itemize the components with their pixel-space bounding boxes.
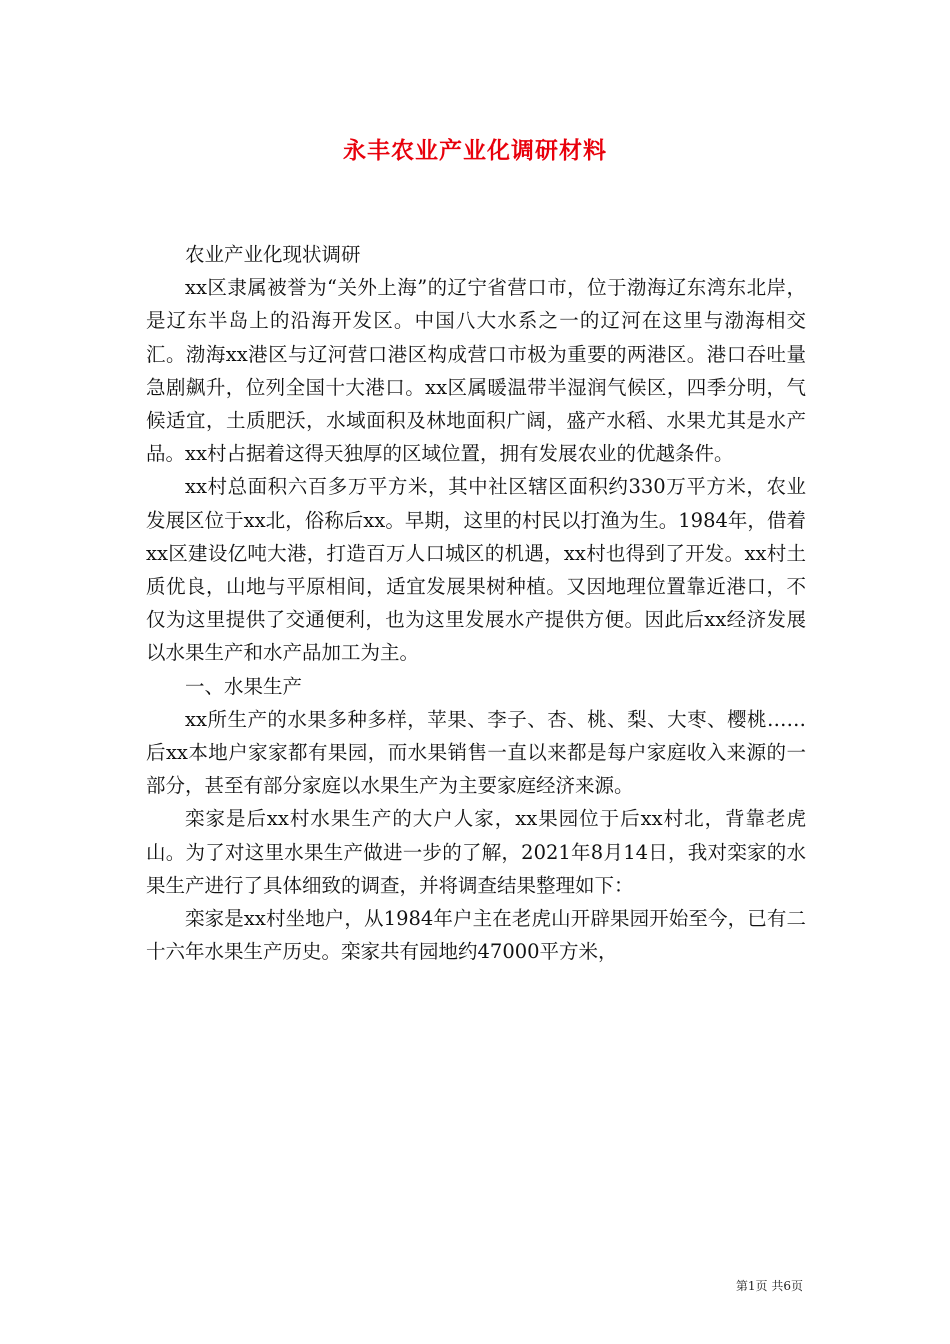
section-heading: 农业产业化现状调研 [185, 243, 361, 266]
document-title: 永丰农业产业化调研材料 [343, 138, 607, 164]
paragraph: xx所生产的水果多种多样，苹果、李子、杏、桃、梨、大枣、樱桃……后xx本地户家家都有果园，而水果销售一直以来都是每户家庭收入来源的一部分，甚至有部分家庭以水果生产为主要家庭经济来源。 [146, 707, 806, 798]
document-body [146, 238, 806, 968]
paragraph: 栾家是后xx村水果生产的大户人家，xx果园位于后xx村北，背靠老虎山。为了对这里水果生产做进一步的了解，2021年8月14日，我对栾家的水果生产进行了具体细致的调查，并将调查结果整理如下： [146, 807, 806, 897]
paragraph: xx区隶属被誉为“关外上海”的辽宁省营口市，位于渤海辽东湾东北岸，是辽东半岛上的沿海开发区。中国八大水系之一的辽河在这里与渤海相交汇。渤海xx港区与辽河营口港区构成营口市极为重要的两港区。港口吞吐量急剧飙升，位列全国十大港口。xx区属暖温带半湿润气候区，四季分明，气候适宜，土质肥沃，水域面积及林地面积广阔，盛产水稻、水果尤其是水产品。xx村占据着这得天独厚的区域位置，拥有发展农业的优越条件。 [146, 276, 806, 466]
section-heading: 一、水果生产 [185, 674, 303, 698]
paragraph: 栾家是xx村坐地户，从1984年户主在老虎山开辟果园开始至今，已有二十六年水果生产历史。栾家共有园地约47000平方米， [146, 907, 806, 964]
page-number-footer: 第1页 共6页 [735, 1279, 803, 1293]
paragraph: xx村总面积六百多万平方米，其中社区辖区面积约330万平方米，农业发展区位于xx北，俗称后xx。早期，这里的村民以打渔为生。1984年，借着xx区建设亿吨大港，打造百万人口城区的机遇，xx村也得到了开发。xx村土质优良，山地与平原相间，适宜发展果树种植。又因地理位置靠近港口，不仅为这里提供了交通便利，也为这里发展水产提供方便。因此后xx经济发展以水果生产和水产品加工为主。 [146, 475, 806, 665]
